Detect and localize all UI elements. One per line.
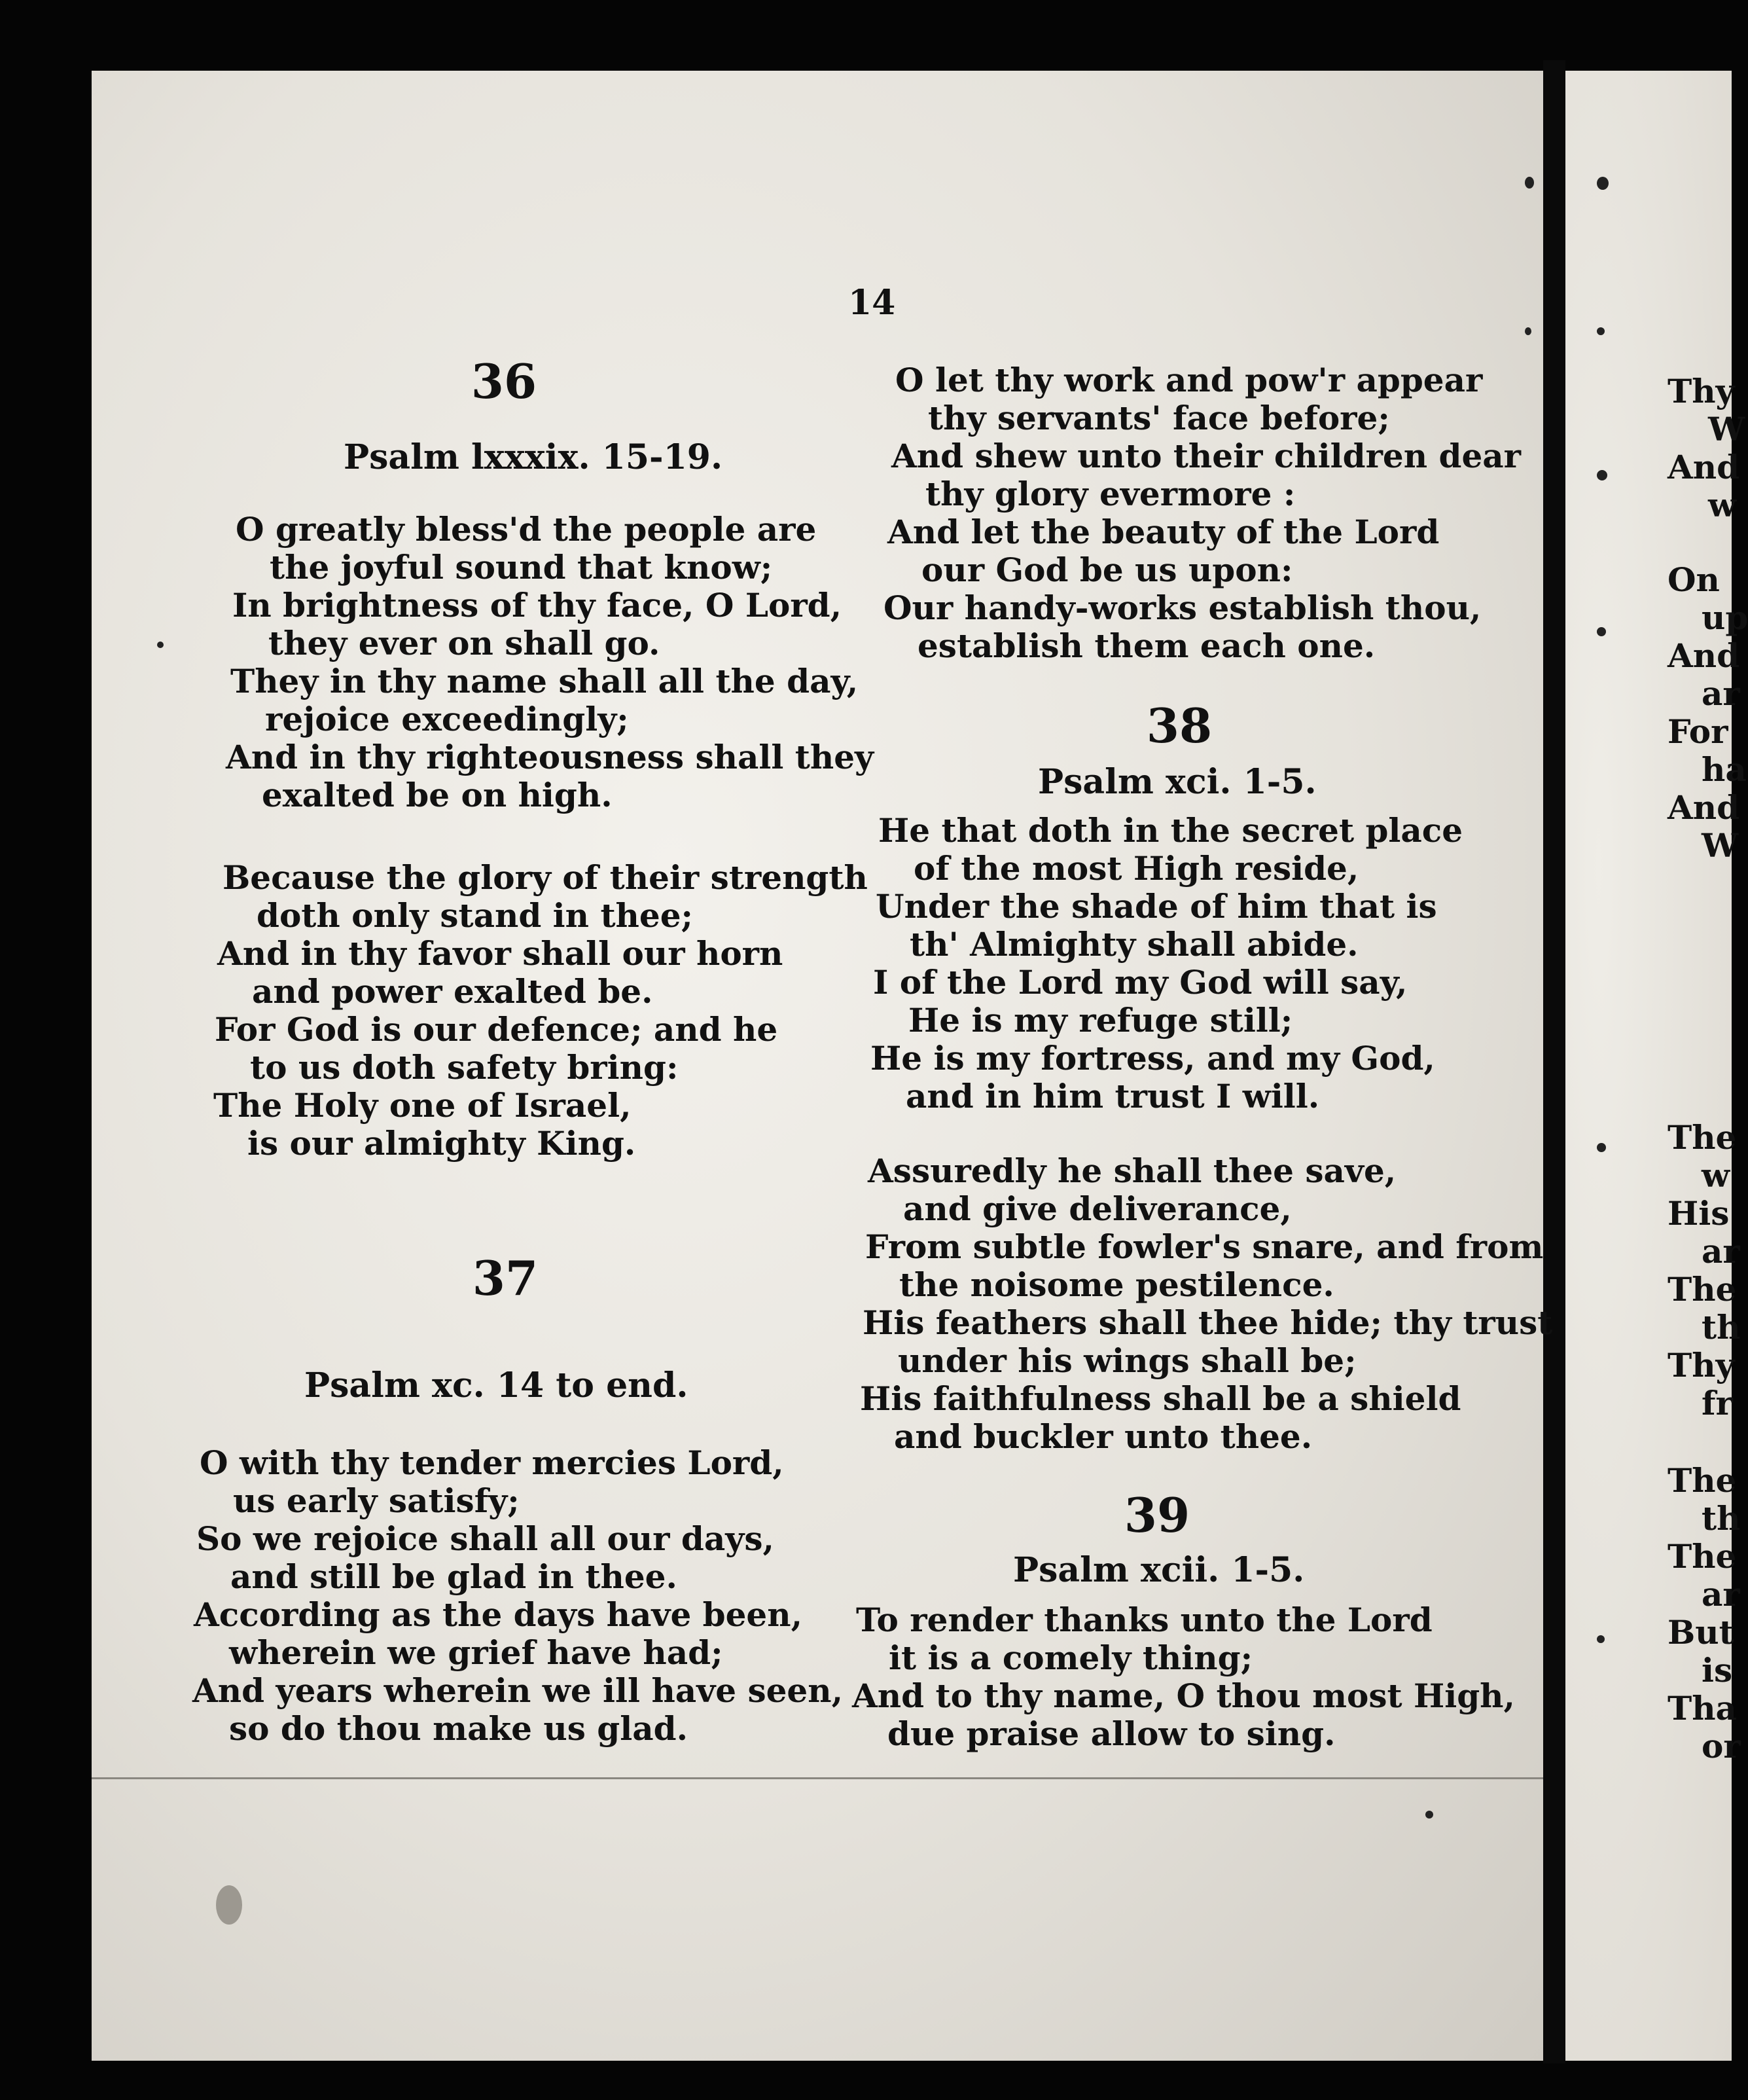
- verse-line: And shew unto their children dear: [891, 437, 1522, 475]
- verse-line: And to thy name, O thou most High,: [852, 1676, 1515, 1715]
- psalm-heading: Psalm lxxxix. 15-19.: [344, 437, 723, 477]
- edge-text: ar: [1702, 1232, 1740, 1271]
- verse-line: O greatly bless'd the people are: [236, 510, 817, 549]
- verse-line: so do thou make us glad.: [229, 1709, 688, 1748]
- edge-text: The: [1668, 1118, 1737, 1157]
- edge-text: The: [1668, 1270, 1737, 1309]
- edge-text: w: [1708, 486, 1737, 524]
- verse-line: O let thy work and pow'r appear: [895, 361, 1483, 399]
- verse-line: of the most High reside,: [914, 849, 1359, 888]
- edge-text: th: [1702, 1308, 1741, 1347]
- paper-speck: [1525, 327, 1531, 335]
- verse-line: the noisome pestilence.: [899, 1265, 1334, 1304]
- edge-text: The: [1668, 1461, 1737, 1500]
- verse-line: and in him trust I will.: [906, 1077, 1320, 1115]
- paper-speck: [1597, 627, 1606, 636]
- paper-speck: [1597, 470, 1607, 480]
- edge-text: His: [1668, 1194, 1730, 1233]
- verse-line: us early satisfy;: [233, 1481, 520, 1520]
- edge-text: Thy: [1668, 1346, 1735, 1385]
- paper-speck: [157, 642, 164, 648]
- edge-text: For: [1668, 712, 1728, 751]
- verse-line: And in thy favor shall our horn: [217, 934, 783, 973]
- verse-line: He is my refuge still;: [908, 1001, 1293, 1040]
- verse-line: From subtle fowler's snare, and from: [865, 1227, 1544, 1266]
- verse-line: His faithfulness shall be a shield: [860, 1379, 1461, 1418]
- verse-line: So we rejoice shall all our days,: [196, 1519, 774, 1558]
- edge-text: And: [1668, 448, 1740, 486]
- verse-line: In brightness of thy face, O Lord,: [232, 586, 842, 625]
- psalm-number: 37: [472, 1250, 539, 1306]
- edge-text: But: [1668, 1613, 1734, 1652]
- edge-text: Tha: [1668, 1689, 1737, 1728]
- psalm-heading: Psalm xc. 14 to end.: [304, 1366, 688, 1405]
- edge-text: And: [1668, 636, 1740, 675]
- edge-text: Thy: [1668, 372, 1735, 410]
- verse-line: establish them each one.: [918, 626, 1376, 665]
- psalm-heading: Psalm xci. 1-5.: [1038, 762, 1317, 802]
- edge-text: W: [1708, 410, 1745, 448]
- verse-line: the joyful sound that know;: [270, 548, 773, 587]
- verse-line: doth only stand in thee;: [257, 896, 693, 935]
- verse-line: O with thy tender mercies Lord,: [200, 1443, 784, 1482]
- edge-text: And: [1668, 788, 1740, 827]
- paper-speck: [1597, 1143, 1606, 1152]
- verse-line: and power exalted be.: [252, 972, 653, 1011]
- verse-line: According as the days have been,: [194, 1595, 803, 1634]
- verse-line: they ever on shall go.: [268, 624, 660, 662]
- verse-line: under his wings shall be;: [898, 1341, 1357, 1380]
- verse-line: to us doth safety bring:: [250, 1048, 679, 1087]
- edge-text: or: [1702, 1727, 1741, 1765]
- verse-line: Because the glory of their strength: [223, 858, 868, 897]
- verse-line: exalted be on high.: [262, 776, 613, 814]
- verse-line: He is my fortress, and my God,: [870, 1039, 1435, 1077]
- verse-line: To render thanks unto the Lord: [856, 1601, 1433, 1639]
- verse-line: it is a comely thing;: [889, 1638, 1253, 1677]
- psalm-number: 39: [1124, 1487, 1190, 1543]
- edge-text: w: [1702, 1156, 1730, 1195]
- verse-line: wherein we grief have had;: [229, 1633, 723, 1672]
- edge-text: ar: [1702, 674, 1740, 713]
- verse-line: And let the beauty of the Lord: [887, 513, 1440, 551]
- verse-line: and buckler unto thee.: [894, 1417, 1313, 1456]
- edge-text: is: [1702, 1651, 1733, 1690]
- verse-line: He that doth in the secret place: [878, 811, 1463, 850]
- paper-speck: [1597, 1635, 1605, 1643]
- edge-text: W: [1702, 826, 1739, 865]
- verse-line: and still be glad in thee.: [230, 1557, 677, 1596]
- edge-text: th: [1702, 1499, 1741, 1538]
- edge-text: On: [1668, 560, 1720, 599]
- page-number: 14: [848, 283, 896, 323]
- psalm-heading: Psalm xcii. 1-5.: [1013, 1550, 1305, 1590]
- verse-line: The Holy one of Israel,: [213, 1086, 632, 1125]
- verse-line: and give deliverance,: [903, 1189, 1292, 1228]
- verse-line: Under the shade of him that is: [876, 887, 1437, 926]
- verse-line: due praise allow to sing.: [887, 1714, 1336, 1753]
- verse-line: His feathers shall thee hide; thy trust: [863, 1303, 1553, 1342]
- verse-line: is our almighty King.: [247, 1124, 636, 1163]
- verse-line: And in thy righteousness shall they: [226, 738, 874, 776]
- verse-line: They in thy name shall all the day,: [230, 662, 859, 700]
- edge-text: ar: [1702, 1575, 1740, 1614]
- paper-speck: [1597, 327, 1605, 335]
- verse-line: th' Almighty shall abide.: [910, 925, 1359, 964]
- page-fold-line: [92, 1777, 1543, 1779]
- verse-line: thy servants' face before;: [928, 399, 1390, 437]
- psalm-number: 38: [1146, 698, 1213, 753]
- verse-line: And years wherein we ill have seen,: [192, 1671, 843, 1710]
- edge-text: fr: [1702, 1384, 1733, 1422]
- paper-speck: [1597, 177, 1609, 190]
- verse-line: Assuredly he shall thee save,: [868, 1151, 1397, 1190]
- verse-line: our God be us upon:: [921, 551, 1293, 589]
- edge-text: ha: [1702, 750, 1747, 789]
- paper-speck: [1525, 177, 1534, 189]
- verse-line: thy glory evermore :: [925, 475, 1296, 513]
- verse-line: rejoice exceedingly;: [265, 700, 629, 738]
- verse-line: Our handy-works establish thou,: [883, 588, 1482, 627]
- book-gutter: [1543, 60, 1565, 2063]
- edge-text: The: [1668, 1537, 1737, 1576]
- verse-line: I of the Lord my God will say,: [873, 963, 1408, 1002]
- paper-stain: [216, 1885, 242, 1925]
- psalm-number: 36: [471, 353, 537, 409]
- edge-text: up: [1702, 598, 1748, 637]
- verse-line: For God is our defence; and he: [215, 1010, 778, 1049]
- paper-speck: [1425, 1811, 1433, 1819]
